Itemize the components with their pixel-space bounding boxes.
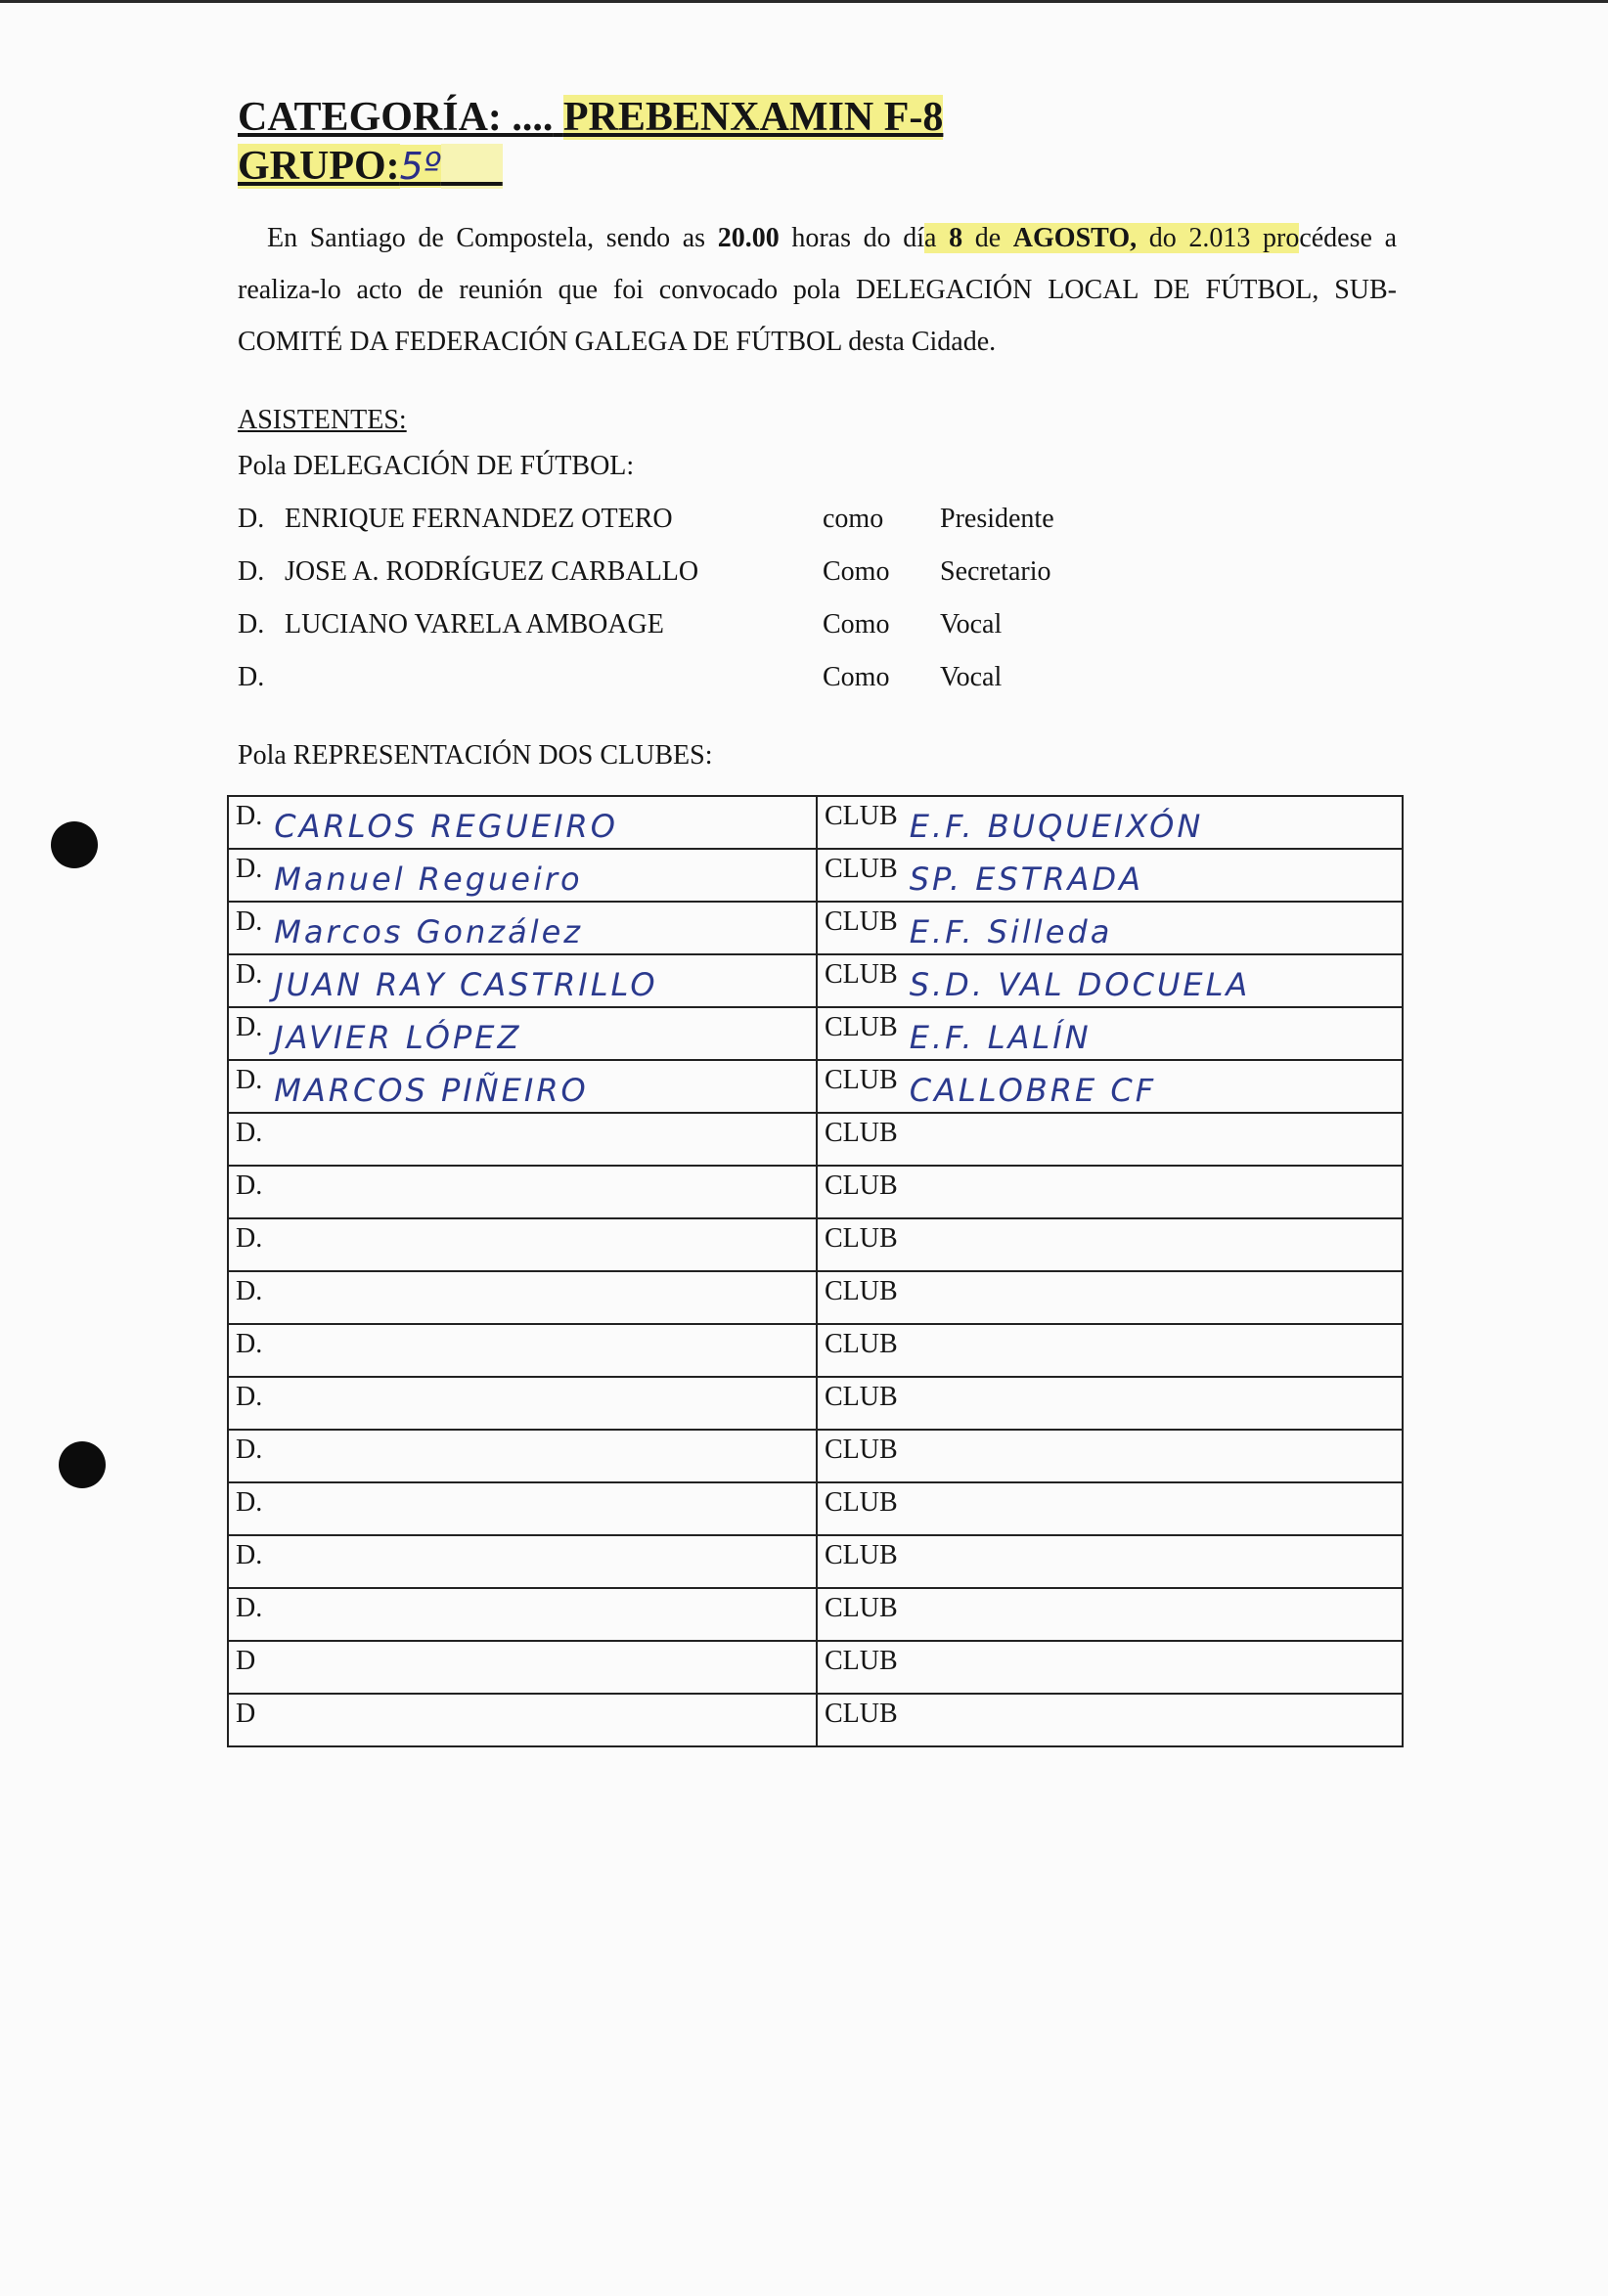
representative-name [262, 1114, 274, 1124]
club-name: SP. ESTRADA [909, 861, 1143, 898]
club-row [228, 1482, 1403, 1535]
intro-date-highlight: a 8 de AGOSTO, do 2.013 pro [924, 223, 1300, 253]
representative-cell [228, 1007, 817, 1060]
attendee-name: JOSE A. RODRÍGUEZ CARBALLO [285, 556, 699, 587]
grupo-value: 5º [399, 145, 441, 188]
club-cell [817, 1482, 1403, 1535]
clubes-title: Pola REPRESENTACIÓN DOS CLUBES: [238, 740, 713, 771]
attendee-row: D. ENRIQUE FERNANDEZ OTERO como Presidente [238, 493, 1397, 546]
club-label: CLUB [825, 1012, 898, 1042]
club-label: CLUB [825, 1540, 898, 1570]
club-name [898, 1589, 910, 1599]
club-row [228, 1694, 1403, 1746]
representative-prefix: D. [236, 1118, 263, 1148]
club-label: CLUB [825, 854, 898, 884]
representative-cell [228, 1535, 817, 1588]
representative-prefix: D. [236, 1012, 263, 1042]
club-row [228, 796, 1403, 849]
representative-prefix: D [236, 1646, 256, 1676]
club-row [228, 1430, 1403, 1482]
club-label: CLUB [825, 1593, 898, 1623]
attendee-role: Presidente [940, 504, 1054, 534]
club-row [228, 1324, 1403, 1377]
representative-name [262, 1589, 274, 1599]
club-name [898, 1272, 910, 1282]
representative-cell [228, 902, 817, 954]
club-row [228, 902, 1403, 954]
attendee-role: Vocal [940, 662, 1003, 692]
club-cell [817, 1271, 1403, 1324]
representative-name [262, 1536, 274, 1546]
representative-name: MARCOS PIÑEIRO [274, 1072, 589, 1109]
club-row [228, 1377, 1403, 1430]
representative-prefix: D. [236, 1170, 263, 1201]
representative-cell [228, 1588, 817, 1641]
categoria-heading [238, 93, 1397, 142]
club-label: CLUB [825, 1699, 898, 1729]
club-name: E.F. LALÍN [909, 1019, 1092, 1056]
representative-name: JUAN RAY CASTRILLO [274, 966, 658, 1003]
clubs-table [227, 795, 1404, 1747]
attendee-role: Secretario [940, 556, 1051, 587]
club-name [898, 1431, 910, 1440]
intro-day: 8 [949, 223, 963, 253]
representative-name: Marcos González [274, 913, 584, 950]
representative-prefix: D. [236, 1487, 263, 1518]
club-row [228, 954, 1403, 1007]
club-row [228, 1060, 1403, 1113]
club-cell [817, 954, 1403, 1007]
club-row [228, 1271, 1403, 1324]
club-label: CLUB [825, 1065, 898, 1095]
club-label: CLUB [825, 1382, 898, 1412]
club-label: CLUB [825, 1276, 898, 1306]
asistentes-title: ASISTENTES: [238, 405, 407, 435]
club-name [898, 1114, 910, 1124]
representative-prefix: D. [236, 854, 263, 884]
representative-cell [228, 1324, 817, 1377]
club-name [898, 1536, 910, 1546]
categoria-label: CATEGORÍA: .... [238, 95, 554, 140]
punch-hole-lower [59, 1441, 106, 1488]
representative-cell [228, 1271, 817, 1324]
document-body [238, 93, 1397, 782]
representative-name [262, 1431, 274, 1440]
club-label: CLUB [825, 801, 898, 831]
representative-cell [228, 1113, 817, 1166]
club-name: S.D. VAL DOCUELA [909, 966, 1251, 1003]
representative-prefix: D. [236, 1276, 263, 1306]
punch-hole-upper [51, 821, 98, 868]
representative-prefix: D. [236, 1435, 263, 1465]
representative-prefix: D [236, 1699, 256, 1729]
club-name [898, 1642, 910, 1652]
attendee-row: D. Como Vocal [238, 651, 1397, 704]
club-row [228, 1641, 1403, 1694]
club-cell [817, 1535, 1403, 1588]
representative-prefix: D. [236, 1593, 263, 1623]
grupo-highlight-tail [441, 144, 503, 189]
club-label: CLUB [825, 1487, 898, 1518]
club-cell [817, 1007, 1403, 1060]
club-cell [817, 1166, 1403, 1218]
scan-top-edge [0, 0, 1608, 3]
representative-prefix: D. [236, 1382, 263, 1412]
attendee-name: LUCIANO VARELA AMBOAGE [285, 609, 664, 640]
representative-name [262, 1272, 274, 1282]
representative-name [262, 1378, 274, 1388]
intro-paragraph: En Santiago de Compostela, sendo as 20.00 horas do día 8 de AGOSTO, do 2.013 procédese a realiza-lo acto de reunión que foi convocado pola DELEGACIÓN LOCAL DE FÚTBOL, SUB-COMITÉ DA FEDERACIÓN GALEGA DE FÚTBOL desta Cidade. [238, 223, 1397, 357]
attendee-row: D. LUCIANO VARELA AMBOAGE Como Vocal [238, 598, 1397, 651]
club-cell [817, 796, 1403, 849]
club-row [228, 1007, 1403, 1060]
representative-prefix: D. [236, 1223, 263, 1254]
representative-name [255, 1695, 267, 1704]
grupo-heading [238, 142, 1397, 191]
club-cell [817, 1060, 1403, 1113]
club-row [228, 1588, 1403, 1641]
club-label: CLUB [825, 1118, 898, 1148]
club-cell [817, 902, 1403, 954]
delegacion-label: Pola DELEGACIÓN DE FÚTBOL: [238, 451, 635, 481]
club-label: CLUB [825, 1435, 898, 1465]
club-name: E.F. Silleda [909, 913, 1113, 950]
club-cell [817, 1218, 1403, 1271]
intro-month: AGOSTO, [1012, 223, 1138, 253]
representative-name: JAVIER LÓPEZ [274, 1019, 522, 1056]
club-name [898, 1219, 910, 1229]
representative-cell [228, 954, 817, 1007]
club-name [898, 1325, 910, 1335]
representative-name [255, 1642, 267, 1652]
grupo-label: GRUPO: [238, 144, 400, 189]
representative-name [262, 1483, 274, 1493]
representative-name [262, 1325, 274, 1335]
representative-name: Manuel Regueiro [274, 861, 583, 898]
club-label: CLUB [825, 906, 898, 937]
attendee-role: Vocal [940, 609, 1003, 640]
club-cell [817, 1113, 1403, 1166]
club-label: CLUB [825, 1646, 898, 1676]
club-row [228, 849, 1403, 902]
representative-cell [228, 1430, 817, 1482]
representative-cell [228, 1641, 817, 1694]
representative-prefix: D. [236, 801, 263, 831]
representative-cell [228, 1482, 817, 1535]
club-cell [817, 1694, 1403, 1746]
intro-time: 20.00 [717, 223, 780, 253]
club-cell [817, 1377, 1403, 1430]
club-name: E.F. BUQUEIXÓN [909, 808, 1204, 845]
club-label: CLUB [825, 1170, 898, 1201]
representative-prefix: D. [236, 1329, 263, 1359]
club-row [228, 1166, 1403, 1218]
club-cell [817, 1430, 1403, 1482]
representative-prefix: D. [236, 906, 263, 937]
club-name [898, 1483, 910, 1493]
club-row [228, 1218, 1403, 1271]
club-label: CLUB [825, 1329, 898, 1359]
club-name [898, 1378, 910, 1388]
representative-prefix: D. [236, 1540, 263, 1570]
club-label: CLUB [825, 1223, 898, 1254]
representative-cell [228, 849, 817, 902]
representative-name [262, 1167, 274, 1176]
club-name [898, 1167, 910, 1176]
club-name: CALLOBRE CF [909, 1072, 1157, 1109]
representative-cell [228, 1060, 817, 1113]
club-cell [817, 849, 1403, 902]
attendee-row: D. JOSE A. RODRÍGUEZ CARBALLO Como Secretario [238, 546, 1397, 598]
representative-prefix: D. [236, 959, 263, 990]
representative-name [262, 1219, 274, 1229]
categoria-value: PREBENXAMIN F-8 [562, 95, 944, 140]
representative-cell [228, 1694, 817, 1746]
representative-prefix: D. [236, 1065, 263, 1095]
club-cell [817, 1324, 1403, 1377]
club-row [228, 1113, 1403, 1166]
representative-cell [228, 1166, 817, 1218]
attendee-name: ENRIQUE FERNANDEZ OTERO [285, 504, 673, 534]
club-cell [817, 1588, 1403, 1641]
representative-name: CARLOS REGUEIRO [274, 808, 618, 845]
club-name [898, 1695, 910, 1704]
club-label: CLUB [825, 959, 898, 990]
representative-cell [228, 796, 817, 849]
club-row [228, 1535, 1403, 1588]
attendee-name [285, 651, 823, 704]
representative-cell [228, 1377, 817, 1430]
club-cell [817, 1641, 1403, 1694]
representative-cell [228, 1218, 817, 1271]
